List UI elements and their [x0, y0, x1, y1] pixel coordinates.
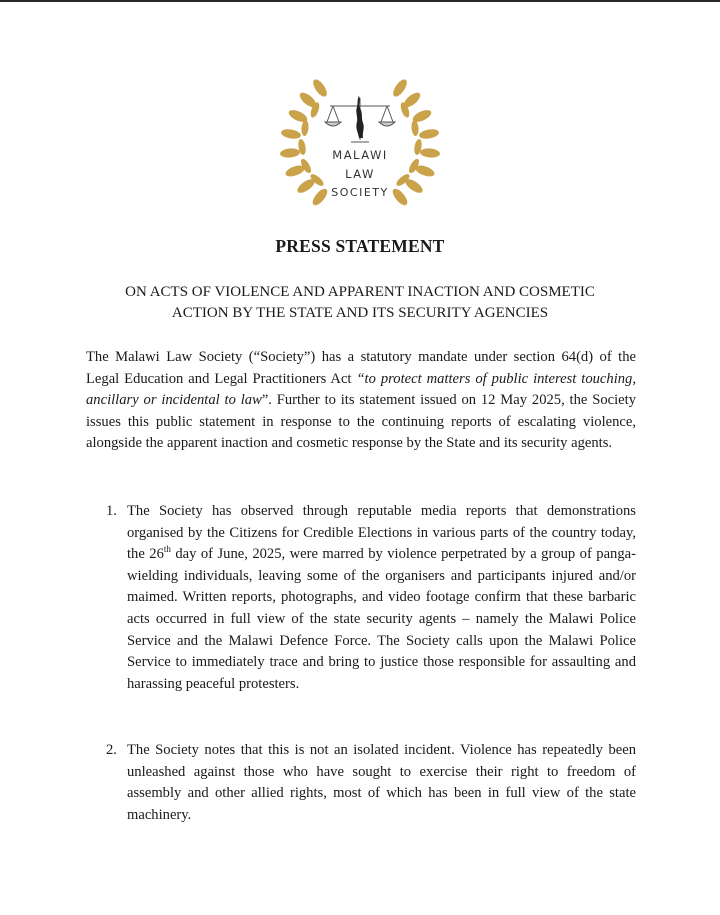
list-item-text: The Society notes that this is not an isolated incident. Violence has repeatedly been unleashed against those who have sought to exercise their right to freedom of assembly and other allied rights, most of which has been in full view of the state machinery.	[127, 742, 636, 823]
top-border	[0, 0, 720, 2]
intro-text-1: The Malawi Law Society (“Society”) has a statutory mandate under section 64(d) of the Legal Education and Legal Practitioners Act	[86, 349, 636, 387]
intro-quote: “to protect matters of public interest touching, ancillary or incidental to law	[86, 370, 636, 408]
subtitle-line-1: ON ACTS OF VIOLENCE AND APPARENT INACTION AND COSMETIC	[125, 284, 595, 300]
list-item-text	[127, 501, 636, 695]
list-item-number: 1.	[106, 503, 117, 519]
logo-text-malawi: MALAWI	[332, 148, 388, 162]
ordinal-suffix: th	[163, 544, 171, 555]
logo-text-society: SOCIETY	[331, 186, 389, 199]
list-item	[86, 501, 636, 695]
list-item-number: 2.	[106, 742, 117, 758]
intro-text-2: ”. Further to its statement issued on 12 May 2025, the Society issues this public statement in response to the continuing reports of escalating violence, alongside the apparent inaction and cosmetic response by the State and its security agents.	[86, 392, 636, 451]
list-item-text-part: day of June, 2025, were marred by violence perpetrated by a group of panga-wielding individuals, leaving some of the organisers and participants injured and/or maimed. Written reports, photographs, and video footage confirm that these barbaric acts occurred in full view of the state security agents – namely the Malawi Police Service and the Malawi Defence Force. The Society calls upon the Malawi Police Service to immediately trace and bring to justice those responsible for assaulting and harassing peaceful protesters.	[127, 546, 636, 692]
intro-paragraph	[86, 347, 636, 455]
logo-text-law: LAW	[345, 167, 375, 181]
list-item	[86, 740, 636, 826]
list-item-text-part: The Society has observed through reputable media reports that demonstrations organised by the Citizens for Credible Elections in various parts of the country today, the 26	[127, 503, 636, 563]
subtitle-line-2: ACTION BY THE STATE AND ITS SECURITY AGENCIES	[171, 305, 549, 321]
page-title: PRESS STATEMENT	[275, 236, 445, 256]
malawi-law-society-logo	[275, 70, 445, 210]
statement-subtitle	[60, 282, 660, 324]
